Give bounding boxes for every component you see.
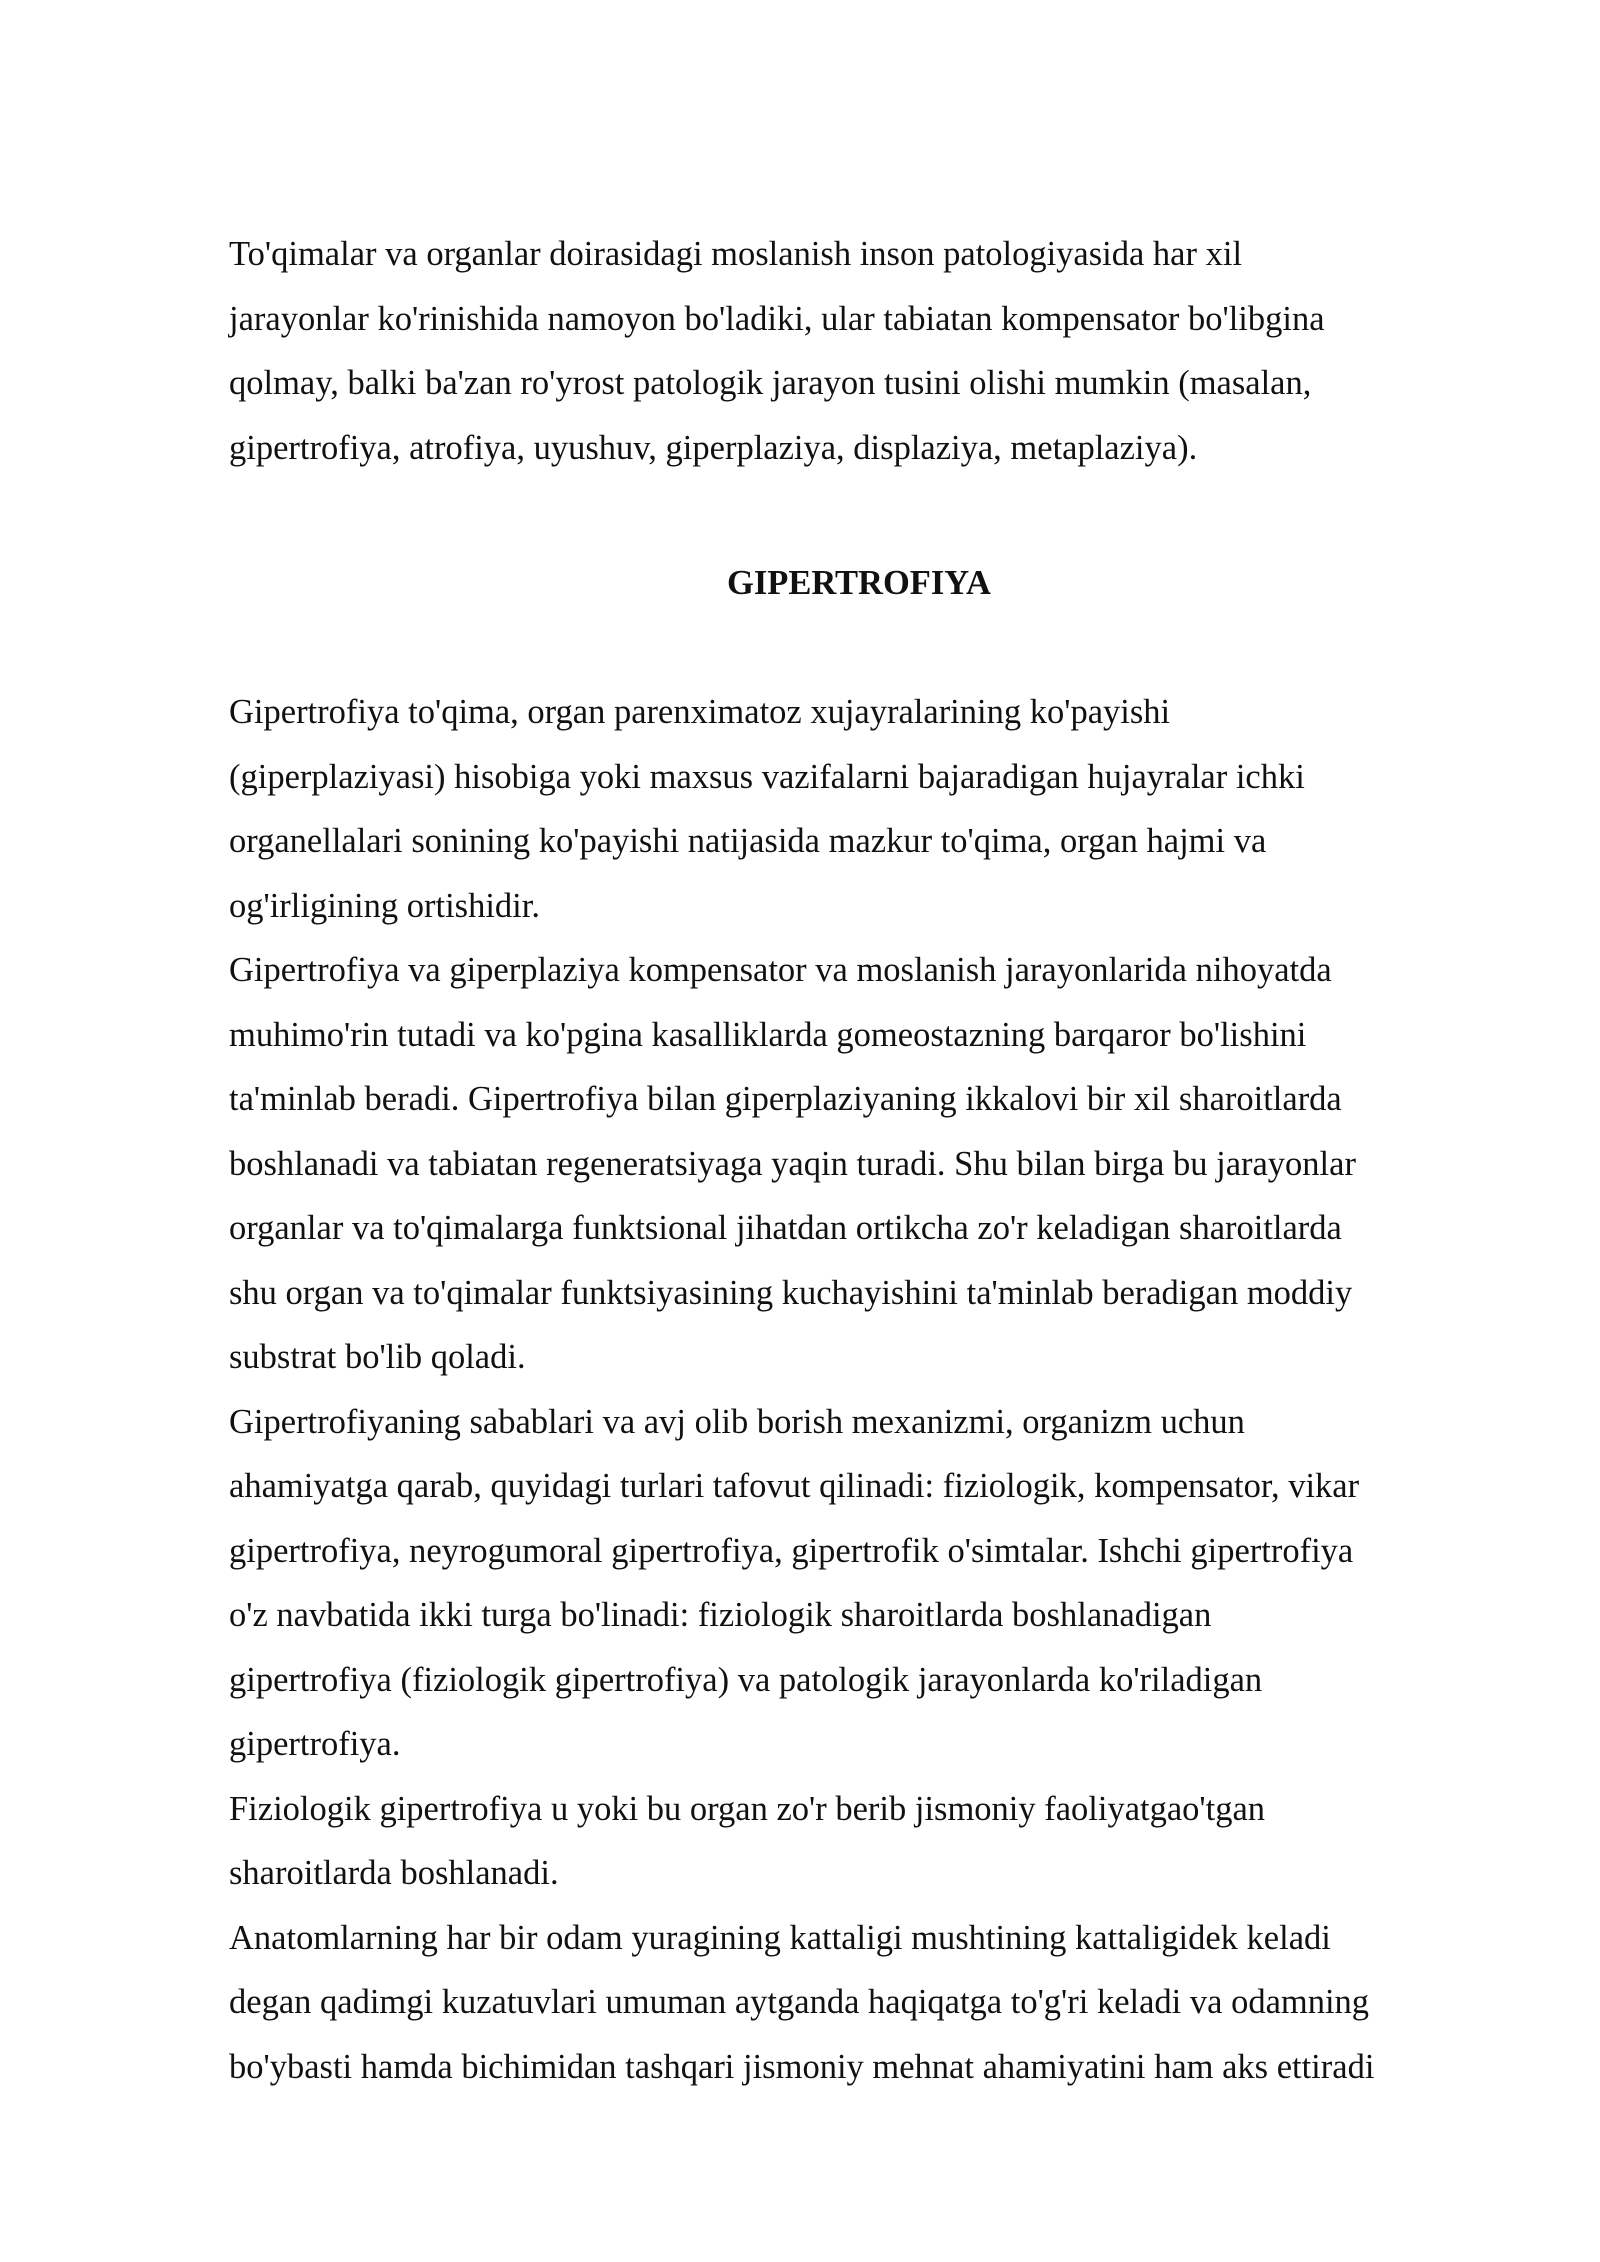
text-line: Gipertrofiyaning sabablari va avj olib borish mexanizmi, organizm uchun [229, 1402, 1245, 1441]
text-line: sharoitlarda boshlanadi. [229, 1854, 559, 1892]
text-line: o'z navbatida ikki turga bo'linadi: fiziologik sharoitlarda boshlanadigan [229, 1596, 1212, 1634]
text-line: organlar va to'qimalarga funktsional jihatdan ortikcha zo'r keladigan sharoitlarda [229, 1209, 1342, 1247]
document-content [229, 222, 1489, 2086]
text-line: Anatomlarning har bir odam yuragining kattaligi mushtining kattaligidek keladi [229, 1918, 1331, 1957]
text-line: muhimo'rin tutadi va ko'pgina kasalliklarda gomeostazning barqaror bo'lishini [229, 1015, 1307, 1054]
text-line: ta'minlab beradi. Gipertrofiya bilan giperplaziyaning ikkalovi bir xil sharoitlarda [229, 1080, 1342, 1118]
text-line: degan qadimgi kuzatuvlari umuman aytganda haqiqatga to'g'ri keladi va odamning [229, 1983, 1370, 2021]
body-text [229, 680, 1489, 2099]
text-line: boshlanadi va tabiatan regeneratsiyaga yaqin turadi. Shu bilan birga bu jarayonlar [229, 1144, 1356, 1183]
text-line: substrat bo'lib qoladi. [229, 1338, 526, 1376]
text-line: qolmay, balki ba'zan ro'yrost patologik jarayon tusini olishi mumkin (masalan, [229, 364, 1312, 402]
text-line: jarayonlar ko'rinishida namoyon bo'ladiki, ular tabiatan kompensator bo'libgina [229, 299, 1325, 338]
intro-paragraph [229, 222, 1489, 480]
text-line: ahamiyatga qarab, quyidagi turlari tafovut qilinadi: fiziologik, kompensator, vikar [229, 1467, 1360, 1505]
section-heading: GIPERTROFIYA [727, 564, 991, 602]
text-line: gipertrofiya, neyrogumoral gipertrofiya, gipertrofik o'simtalar. Ishchi gipertrofiya [229, 1531, 1354, 1570]
text-line: og'irligining ortishidir. [229, 886, 540, 925]
text-line: To'qimalar va organlar doirasidagi moslanish inson patologiyasida har xil [229, 235, 1243, 273]
text-line: Fiziologik gipertrofiya u yoki bu organ zo'r berib jismoniy faoliyatgao'tgan [229, 1789, 1266, 1828]
text-line: gipertrofiya (fiziologik gipertrofiya) va patologik jarayonlarda ko'riladigan [229, 1660, 1263, 1699]
text-line: shu organ va to'qimalar funktsiyasining kuchayishini ta'minlab beradigan moddiy [229, 1273, 1353, 1312]
text-line: bo'ybasti hamda bichimidan tashqari jismoniy mehnat ahamiyatini ham aks ettiradi [229, 2047, 1375, 2086]
text-line: organellalari sonining ko'payishi natijasida mazkur to'qima, organ hajmi va [229, 822, 1267, 860]
text-line: gipertrofiya. [229, 1725, 401, 1763]
text-line: Gipertrofiya to'qima, organ parenximatoz xujayralarining ko'payishi [229, 693, 1171, 731]
text-line: Gipertrofiya va giperplaziya kompensator va moslanish jarayonlarida nihoyatda [229, 951, 1332, 989]
text-line: gipertrofiya, atrofiya, uyushuv, giperplaziya, displaziya, metaplaziya). [229, 428, 1198, 467]
text-line: (giperplaziyasi) hisobiga yoki maxsus vazifalarni bajaradigan hujayralar ichki [229, 757, 1305, 796]
